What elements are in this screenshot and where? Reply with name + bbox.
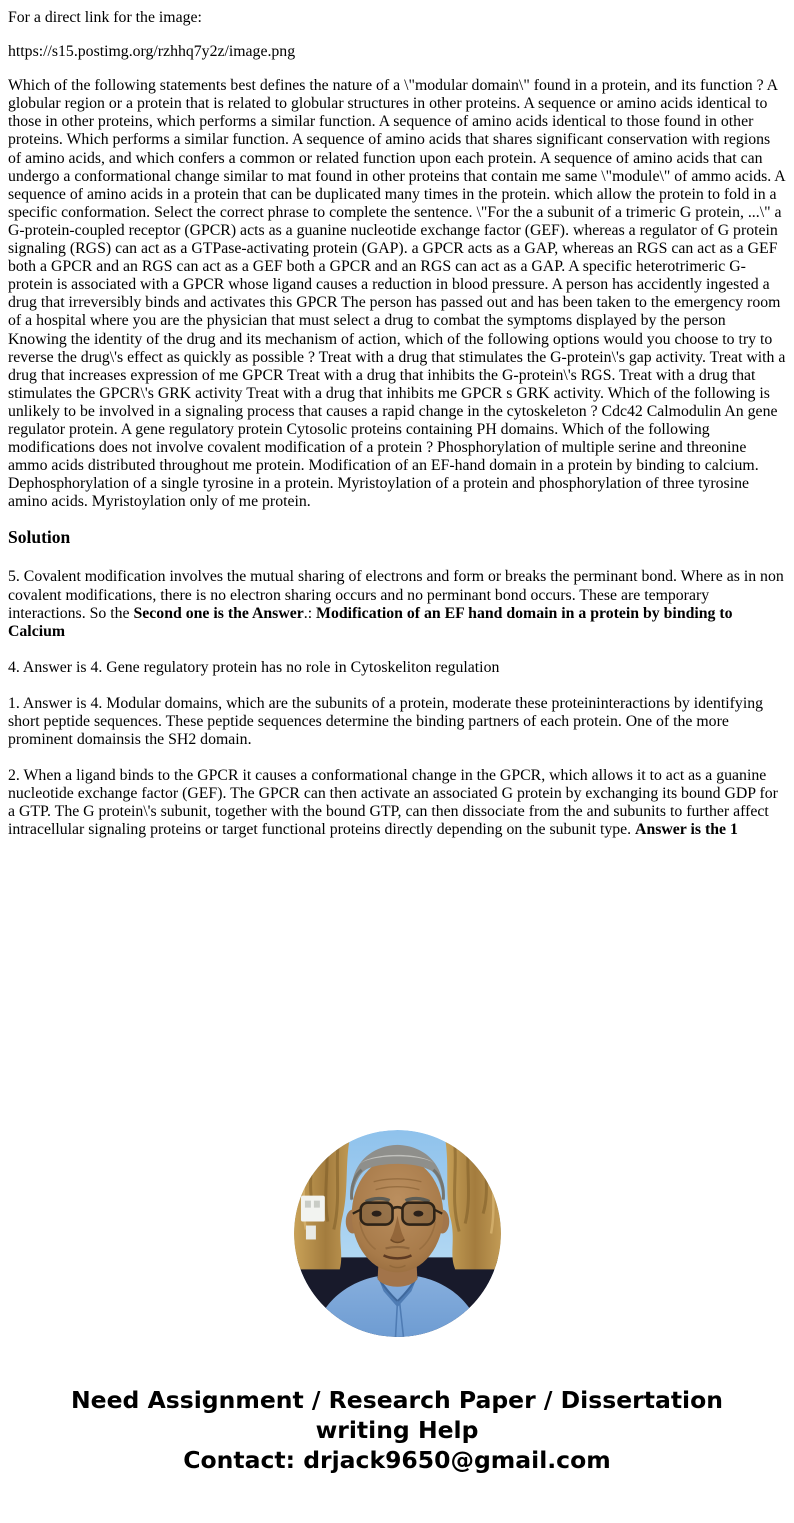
switch-plate (300, 1195, 324, 1221)
eye-right (413, 1210, 423, 1216)
intro-line: For a direct link for the image: (8, 9, 202, 26)
solution-heading: Solution (8, 527, 71, 548)
avatar-container (8, 1130, 786, 1337)
answer-5-bold-answer: Modification of an EF hand domain in a protein by binding to Calcium (8, 604, 733, 640)
footer-line-2: writing Help (315, 1415, 479, 1444)
answer-5-separator: .: (303, 604, 317, 622)
eye-left (371, 1210, 381, 1216)
answer-5 (8, 568, 786, 640)
footer-banner (8, 1385, 786, 1475)
answer-5-bold-phrase: Second one is the Answer (133, 604, 304, 622)
image-url: https://s15.postimg.org/rzhhq7y2z/image.png (8, 43, 296, 61)
footer-contact-email: Contact: drjack9650@gmail.com (183, 1445, 611, 1474)
answer-2 (8, 767, 786, 839)
answer-2-text: 2. When a ligand binds to the GPCR it causes a conformational change in the GPCR, which allows it to act as a guanine nucleotide exchange factor (GEF). The GPCR can then activate an associated G protein by exchanging its bound GDP for a GTP. The G protein\'s subunit, together with the bound GTP, can then dissociate from the and subunits to further affect intracellular signaling proteins or target functional proteins directly depending on the subunit type. (8, 767, 778, 839)
answer-5-text: 5. Covalent modification involves the mutual sharing of electrons and form or breaks the perminant bond. Where as in non covalent modifications, there is no electron sharing occurs and no perminant bond occurs. These are temporary interactions. So the (8, 568, 784, 622)
tutor-photo (294, 1130, 501, 1337)
footer-line-1: Need Assignment / Research Paper / Dissertation (71, 1385, 723, 1414)
answer-4: 4. Answer is 4. Gene regulatory protein has no role in Cytoskeliton regulation (8, 658, 500, 676)
answer-2-bold-answer: Answer is the 1 (635, 821, 738, 839)
question-text: Which of the following statements best defines the nature of a \"modular domain\" found in a protein, and its function ? A globular region or a protein that is related to globular structures in other proteins. A sequence or amino acids identical to those in other proteins, which performs a similar function. A sequence of amino acids identical to those found in other proteins. Which performs a similar function. A sequence of amino acids that shares significant conservation with regions of amino acids, and which confers a common or related function upon each protein. A sequence of amino acids that can undergo a conformational change similar to mat found in other proteins that contain me same \"module\" of ammo acids. A sequence of amino acids in a protein that can be duplicated many times in the protein. which allow the protein to fold in a specific conformation. Select the correct phrase to complete the sentence. \"For the a subunit of a trimeric G protein, ...\" a G-protein-coupled receptor (GPCR) acts as a guanine nucleotide exchange factor (GEF). whereas a regulator of G protein signaling (RGS) can act as a GTPase-activating protein (GAP). a GPCR acts as a GAP, whereas an RGS can act as a GEF both a GPCR and an RGS can act as a GEF both a GPCR and an RGS can act as a GAP. A specific heterotrimeric G-protein is associated with a GPCR whose ligand causes a reduction in blood pressure. A person has accidently ingested a drug that irreversibly binds and activates this GPCR The person has passed out and has been taken to the emergency room of a hospital where you are the physician that must select a drug to combat the symptoms displayed by the person Knowing the identity of the drug and its mechanism of action, which of the following options would you choose to try to reverse the drug\'s effect as quickly as possible ? Treat with a drug that stimulates the G-protein\'s gap activity. Treat with a drug that increases expression of me GPCR Treat with a drug that inhibits the G-protein\'s RGS. Treat with a drug that stimulates the GPCR\'s GRK activity Treat with a drug that inhibits me GPCR s GRK activity. Which of the following is unlikely to be involved in a signaling process that causes a rapid change in the cytoskeleton ? Cdc42 Calmodulin An gene regulator protein. A gene regulatory protein Cytosolic proteins containing PH domains. Which of the following modifications does not involve covalent modification of a protein ? Phosphorylation of multiple serine and threonine ammo acids distributed throughout me protein. Modification of an EF-hand domain in a protein by binding to calcium. Dephosphorylation of a single tyrosine in a protein. Myristoylation of a protein and phosphorylation of three tyrosine amino acids. Myristoylation only of me protein. (8, 77, 786, 511)
answer-1: 1. Answer is 4. Modular domains, which are the subunits of a protein, moderate these proteininteractions by identifying short peptide sequences. These peptide sequences determine the binding partners of each protein. One of the more prominent domainsis the SH2 domain. (8, 694, 764, 749)
